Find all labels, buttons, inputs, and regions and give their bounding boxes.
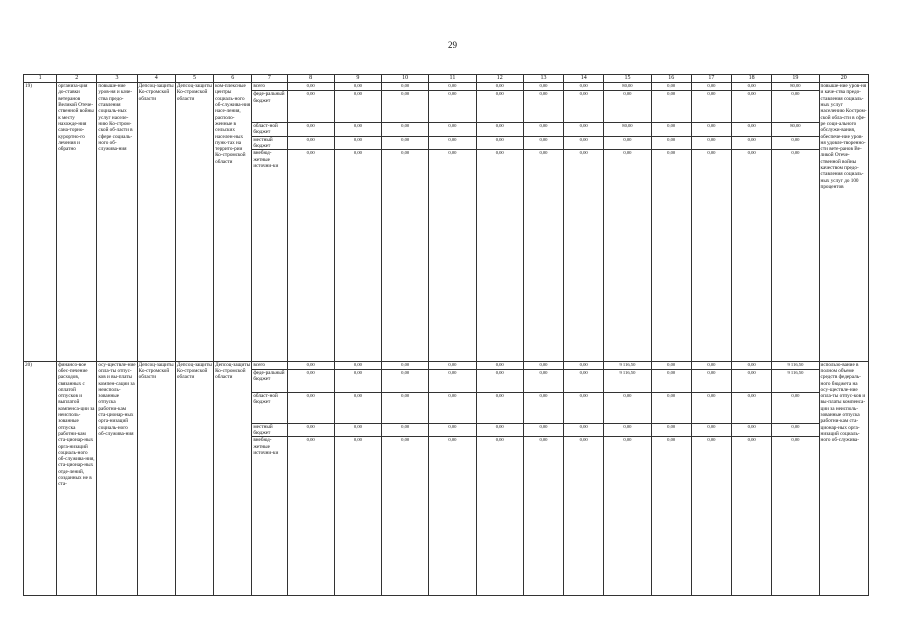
amount-cell: 0,00 [429,423,476,437]
amount-cell: 0,00 [429,91,476,122]
amount-cell: 0,00 [604,136,651,150]
amount-cell: 0,00 [691,361,731,369]
amount-cell: 0,00 [382,393,429,423]
amount-cell: 0,00 [287,393,334,423]
amount-cell: 0,00 [287,91,334,122]
column-number-14: 14 [564,75,604,83]
executor-cell: Депсоц-защиты Ко-стромской области [137,83,175,362]
amount-cell: 0,00 [523,423,563,437]
amount-cell: 0,00 [732,150,772,361]
amount-cell: 0,00 [523,393,563,423]
amount-cell: 0,00 [691,83,731,91]
funding-source-cell: внебюд-жетные источни-ки [252,150,287,361]
amount-cell: 0,00 [476,83,523,91]
amount-cell: 0,00 [429,369,476,392]
amount-cell: 0,00 [382,437,429,596]
amount-cell: 0,00 [287,369,334,392]
column-number-10: 10 [382,75,429,83]
amount-cell: 0,00 [732,136,772,150]
amount-cell: 0,00 [287,122,334,136]
amount-cell: 0,00 [691,393,731,423]
column-number-2: 2 [57,75,97,83]
column-number-11: 11 [429,75,476,83]
column-number-7: 7 [252,75,287,83]
amount-cell: 0,00 [334,136,381,150]
amount-cell: 0,00 [564,361,604,369]
amount-cell: 0,00 [382,369,429,392]
amount-cell: 0,00 [523,369,563,392]
amount-cell: 0,00 [429,361,476,369]
amount-cell: 0,00 [287,83,334,91]
column-number-18: 18 [732,75,772,83]
amount-cell: 0,00 [429,136,476,150]
amount-cell: 0,00 [691,122,731,136]
amount-cell: 9 116,50 [604,369,651,392]
column-number-9: 9 [334,75,381,83]
funding-source-cell: всего [252,361,287,369]
amount-cell: 0,00 [732,423,772,437]
funding-source-cell: област-ной бюджет [252,393,287,423]
program-measures-table [23,74,869,596]
amount-cell: 0,00 [523,136,563,150]
amount-cell: 80,00 [772,83,819,91]
amount-cell: 9 116,50 [772,361,819,369]
amount-cell: 0,00 [334,91,381,122]
amount-cell: 0,00 [334,369,381,392]
amount-cell: 0,00 [732,91,772,122]
expected-result-cell: повыше-ние уров-ня и каче-ства предо-ставления социаль-ных услуг населению Костром-ской обла-сти в сфе-ре соци-ального обслужи-вания, обеспече-ние уров-ня удовле-творенно-сти вете-ранов Ве-ликой Отече-ственной войны качеством предо-ставления социаль-ных услуг до 100 процентов [819,83,868,362]
amount-cell: 0,00 [476,423,523,437]
amount-cell: 0,00 [651,361,691,369]
column-number-5: 5 [175,75,213,83]
amount-cell: 0,00 [523,91,563,122]
coexecutor-cell: Депсоц-защиты Ко-стромской области [175,83,213,362]
amount-cell: 0,00 [429,393,476,423]
amount-cell: 0,00 [691,91,731,122]
column-number-12: 12 [476,75,523,83]
column-number-19: 19 [772,75,819,83]
amount-cell: 0,00 [476,393,523,423]
column-number-13: 13 [523,75,563,83]
amount-cell: 0,00 [334,361,381,369]
funding-source-cell: местный бюджет [252,136,287,150]
amount-cell: 0,00 [429,150,476,361]
amount-cell: 0,00 [382,361,429,369]
column-number-row [24,75,869,83]
amount-cell: 0,00 [564,437,604,596]
amount-cell: 0,00 [476,361,523,369]
funding-source-cell: всего [252,83,287,91]
amount-cell: 80,00 [772,122,819,136]
amount-cell: 0,00 [287,136,334,150]
column-number-3: 3 [97,75,137,83]
amount-cell: 0,00 [772,150,819,361]
amount-cell: 0,00 [651,423,691,437]
measure-goal-cell: повыше-ние уров-ня и каче-ства предо-ставления социаль-ных услуг населе-нию Ко-стром-ской об-ласти в сфере социаль-ного об-служива-ния [97,83,137,362]
column-number-4: 4 [137,75,175,83]
amount-cell: 0,00 [429,122,476,136]
amount-cell: 0,00 [476,369,523,392]
amount-cell: 0,00 [732,361,772,369]
column-number-16: 16 [651,75,691,83]
amount-cell: 0,00 [564,369,604,392]
table-row [24,83,869,91]
amount-cell: 0,00 [691,369,731,392]
amount-cell: 0,00 [334,83,381,91]
amount-cell: 0,00 [691,150,731,361]
amount-cell: 0,00 [691,437,731,596]
amount-cell: 80,00 [604,122,651,136]
amount-cell: 0,00 [651,393,691,423]
column-number-17: 17 [691,75,731,83]
amount-cell: 0,00 [382,136,429,150]
column-number-15: 15 [604,75,651,83]
row-number-cell: 19) [24,83,57,362]
amount-cell: 0,00 [334,122,381,136]
amount-cell: 0,00 [651,122,691,136]
amount-cell: 0,00 [732,437,772,596]
funding-source-cell: феде-ральный бюджет [252,91,287,122]
column-number-6: 6 [214,75,252,83]
amount-cell: 0,00 [523,437,563,596]
amount-cell: 80,00 [604,83,651,91]
measure-goal-cell: осу-ществле-ние опла-ты отпус-ков и вы-платы компен-сации за неисполь-зованные отпуска работни-кам ста-ционар-ных орга-низаций социаль-ного об-служива-ния [97,361,137,595]
table-row [24,361,869,369]
amount-cell: 0,00 [564,122,604,136]
column-number-8: 8 [287,75,334,83]
amount-cell: 0,00 [691,136,731,150]
amount-cell: 0,00 [429,437,476,596]
amount-cell: 0,00 [564,150,604,361]
funding-source-cell: внебюд-жетные источни-ки [252,437,287,596]
amount-cell: 0,00 [523,361,563,369]
row-number-cell: 20) [24,361,57,595]
amount-cell: 9 116,50 [604,361,651,369]
amount-cell: 0,00 [564,136,604,150]
amount-cell: 0,00 [564,393,604,423]
column-number-20: 20 [819,75,868,83]
coexecutor-cell: Депсоц-защиты Ко-стромской области [175,361,213,595]
amount-cell: 9 116,50 [772,369,819,392]
amount-cell: 0,00 [334,437,381,596]
amount-cell: 0,00 [732,83,772,91]
amount-cell: 0,00 [772,437,819,596]
amount-cell: 0,00 [334,393,381,423]
amount-cell: 0,00 [287,437,334,596]
funding-source-cell: област-ной бюджет [252,122,287,136]
amount-cell: 0,00 [772,136,819,150]
amount-cell: 0,00 [651,437,691,596]
amount-cell: 0,00 [382,423,429,437]
executor-cell: Депсоц-защиты Ко-стромской области [137,361,175,595]
amount-cell: 0,00 [382,83,429,91]
amount-cell: 0,00 [604,150,651,361]
amount-cell: 0,00 [476,122,523,136]
amount-cell: 0,00 [732,393,772,423]
amount-cell: 0,00 [564,91,604,122]
amount-cell: 0,00 [476,136,523,150]
amount-cell: 0,00 [691,423,731,437]
amount-cell: 0,00 [476,150,523,361]
amount-cell: 0,00 [604,91,651,122]
amount-cell: 0,00 [564,83,604,91]
amount-cell: 0,00 [287,361,334,369]
amount-cell: 0,00 [732,369,772,392]
amount-cell: 0,00 [564,423,604,437]
funding-source-cell: местный бюджет [252,423,287,437]
amount-cell: 0,00 [651,150,691,361]
amount-cell: 0,00 [334,150,381,361]
amount-cell: 0,00 [772,393,819,423]
amount-cell: 0,00 [604,423,651,437]
funding-source-cell: феде-ральный бюджет [252,369,287,392]
amount-cell: 0,00 [334,423,381,437]
amount-cell: 0,00 [732,122,772,136]
amount-cell: 0,00 [382,91,429,122]
measure-name-cell: финансо-вое обес-печение расходов, связанных с оплатой отпусков и выплатой компенса-ции за неисполь-зованные отпуска работни-кам ста-ционар-ных орга-низаций социаль-ного об-служива-ния, ста-ционар-ных отде-лений, созданных не в ста- [57,361,97,595]
participant-cell: Депсоц-защиты Ко-стромской области [214,361,252,595]
amount-cell: 0,00 [523,150,563,361]
amount-cell: 0,00 [772,91,819,122]
amount-cell: 0,00 [651,136,691,150]
amount-cell: 0,00 [476,437,523,596]
amount-cell: 0,00 [651,369,691,392]
amount-cell: 0,00 [604,393,651,423]
expected-result-cell: использо-вание в полном объеме средств федераль-ного бюджета на осу-ществле-ние опла-ты отпус-ков и вы-платы компенса-ции за неисполь-зованные отпуска работни-кам ста-ционар-ных орга-низаций социаль-ного об-служива- [819,361,868,595]
amount-cell: 0,00 [382,122,429,136]
amount-cell: 0,00 [604,437,651,596]
amount-cell: 0,00 [772,423,819,437]
measure-name-cell: организа-ция до-ставки ветеранов Великой Отече-ственной войны к месту нахожде-ния сана-торно-курортно-го лечения и обратно [57,83,97,362]
page-number: 29 [448,40,457,50]
participant-cell: ком-плексные центры социаль-ного об-служива-ния насе-ления, располо-женные в сельских населен-ных пунк-тах на террито-рии Ко-стромской области [214,83,252,362]
amount-cell: 0,00 [523,83,563,91]
column-number-1: 1 [24,75,57,83]
amount-cell: 0,00 [287,423,334,437]
amount-cell: 0,00 [651,91,691,122]
amount-cell: 0,00 [382,150,429,361]
amount-cell: 0,00 [523,122,563,136]
amount-cell: 0,00 [651,83,691,91]
amount-cell: 0,00 [476,91,523,122]
amount-cell: 0,00 [287,150,334,361]
amount-cell: 0,00 [429,83,476,91]
